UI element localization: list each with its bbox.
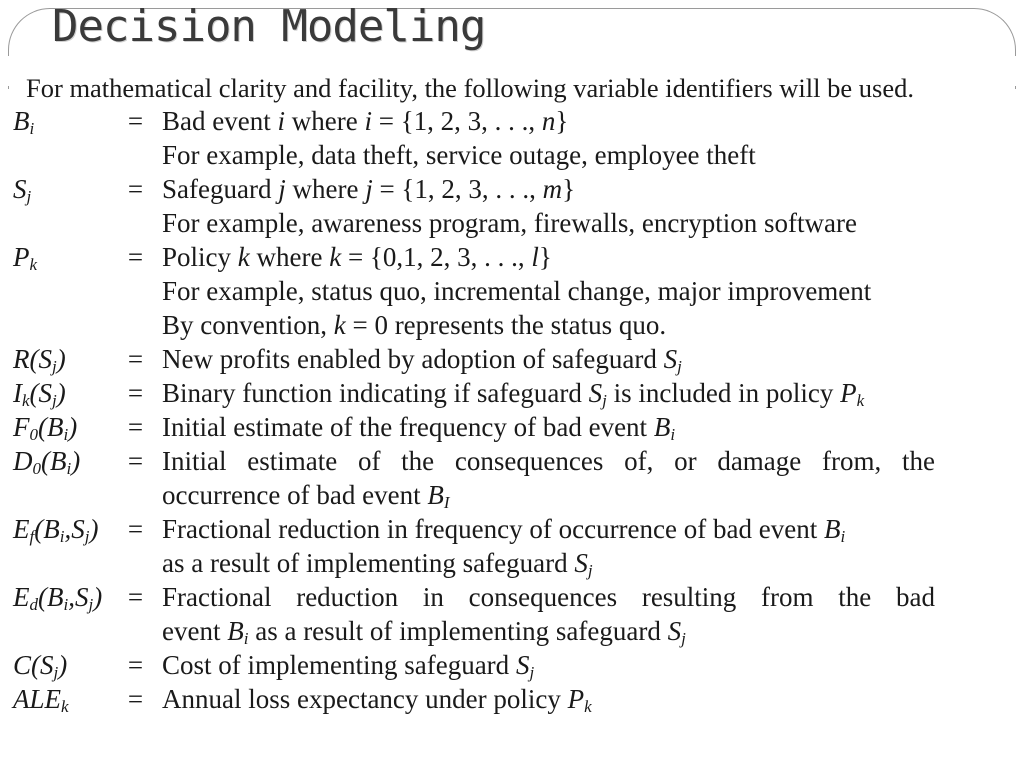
symbol-b-i: $B_i$	[13, 106, 35, 138]
slide-title: Decision Modeling	[52, 1, 486, 52]
definition-e-f: Fractional reduction in frequency of occurrence of bad event $B_i$ as a result of implementing safeguard $S_j$	[162, 514, 846, 580]
row-frequency-reduction	[13, 512, 943, 580]
definition-b-i: Bad event i where i = {1, 2, 3, . . ., n} For example, data theft, service outage, employee theft	[162, 104, 935, 172]
symbol-ale-k: $ALE_k$	[13, 684, 69, 716]
row-binary-function	[13, 376, 943, 410]
row-policy	[13, 240, 943, 342]
row-new-profits	[13, 342, 943, 376]
symbol-f-0-b-i: $F_0(B_i)$	[13, 412, 78, 444]
equals-sign: =	[127, 174, 144, 204]
row-consequence-reduction	[13, 580, 943, 648]
definition-c-s-j: Cost of implementing safeguard $S_j$	[162, 650, 535, 682]
symbol-p-k: $P_k$	[13, 242, 38, 274]
intro-text: For mathematical clarity and facility, the following variable identifiers will be used.	[26, 73, 914, 103]
equals-sign: =	[127, 684, 144, 714]
equals-sign: =	[127, 446, 144, 476]
equals-sign: =	[127, 378, 144, 408]
equals-sign: =	[127, 650, 144, 680]
equals-sign: =	[127, 344, 144, 374]
row-safeguard	[13, 172, 943, 240]
example-s-j: For example, awareness program, firewalls, encryption software	[162, 208, 857, 238]
definition-p-k: Policy k where k = {0,1, 2, 3, . . ., l} For example, status quo, incremental change, major improvement By convention, k = 0 represents the status quo.	[162, 240, 935, 342]
symbol-i-k-s-j: $I_k(S_j)$	[13, 378, 66, 410]
equals-sign: =	[127, 242, 144, 272]
example-p-k: For example, status quo, incremental change, major improvement	[162, 276, 872, 306]
symbol-d-0-b-i: $D_0(B_i)$	[13, 446, 81, 478]
definition-r-s-j: New profits enabled by adoption of safeguard $S_j$	[162, 344, 682, 376]
definition-f-0-b-i: Initial estimate of the frequency of bad event $B_i$	[162, 412, 676, 444]
symbol-c-s-j: $C(S_j)$	[13, 650, 68, 682]
symbol-e-d: $E_d(B_i,S_j)$	[13, 582, 103, 614]
symbol-s-j: $S_j$	[13, 174, 32, 206]
variable-definitions	[13, 104, 943, 716]
row-bad-event	[13, 104, 943, 172]
definition-d-0-b-i: Initial estimate of the consequences of, or damage from, the occurrence of bad event $B_I$	[162, 446, 935, 512]
equals-sign: =	[127, 412, 144, 442]
example-b-i: For example, data theft, service outage, employee theft	[162, 140, 756, 170]
row-annual-loss	[13, 682, 943, 716]
row-initial-consequences	[13, 444, 943, 512]
convention-p-k: By convention, k = 0 represents the status quo.	[162, 310, 667, 340]
definition-d-0-line-1: Initial estimate of the consequences of, or damage from, the	[162, 446, 935, 476]
equals-sign: =	[127, 514, 144, 544]
definition-e-d-line-1: Fractional reduction in consequences resulting from the bad	[162, 582, 935, 612]
row-initial-frequency	[13, 410, 943, 444]
definition-ale-k: Annual loss expectancy under policy $P_k$	[162, 684, 592, 716]
definition-s-j: Safeguard j where j = {1, 2, 3, . . ., m} For example, awareness program, firewalls, encryption software	[162, 172, 935, 240]
row-cost	[13, 648, 943, 682]
symbol-r-s-j: $R(S_j)$	[13, 344, 66, 376]
definition-e-d: Fractional reduction in consequences resulting from the bad event $B_i$ as a result of implementing safeguard $S_j$	[162, 582, 935, 648]
definition-i-k-s-j: Binary function indicating if safeguard $S_j$ is included in policy $P_k$	[162, 378, 865, 410]
equals-sign: =	[127, 582, 144, 612]
equals-sign: =	[127, 106, 144, 136]
symbol-e-f: $E_f(B_i,S_j)$	[13, 514, 99, 546]
